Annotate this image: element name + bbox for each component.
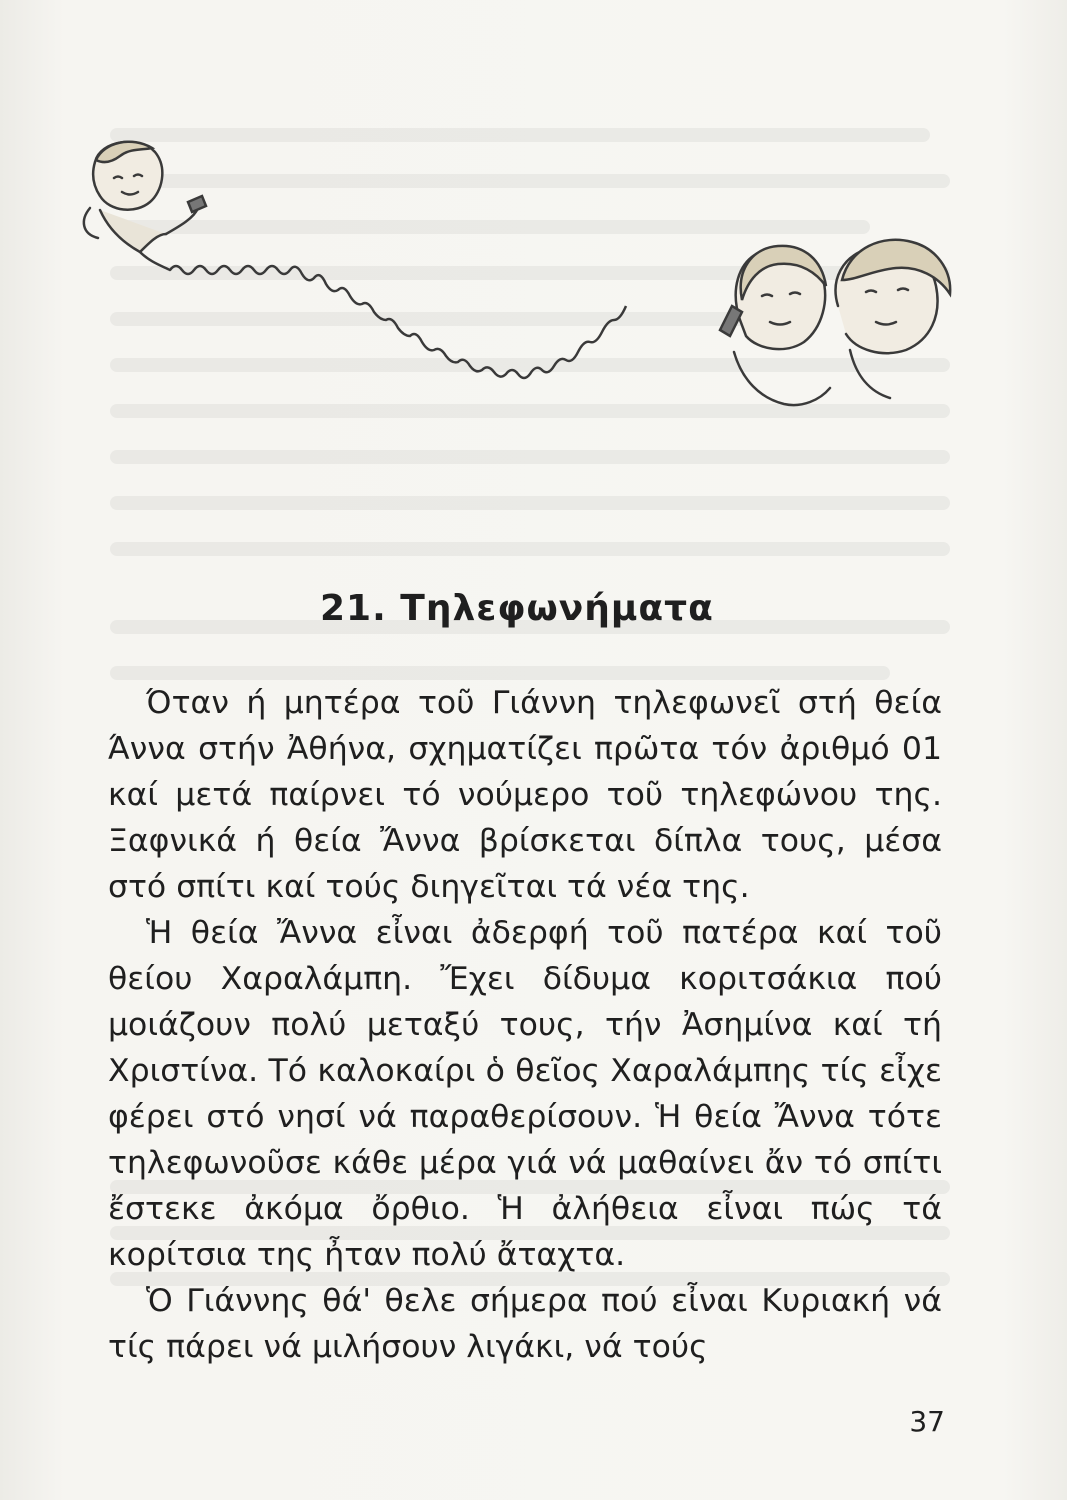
paragraph: Ὁ Γιάννης θά' θελε σήμερα πού εἶναι Κυριακή νά τίς πάρει νά μιλήσουν λιγάκι, νά τούς: [108, 1283, 942, 1365]
paragraph: Όταν ή μητέρα τοῦ Γιάννη τηλεφωνεῖ στή θεία Άννα στήν Ἀθήνα, σχηματίζει πρῶτα τόν ἀριθμό 01 καί μετά παίρνει τό νούμερο τοῦ τηλεφώνου της. Ξαφνικά ή θεία Ἄννα βρίσκεται δίπλα τους, μέσα στό σπίτι καί τούς διηγεῖται τά νέα της.: [108, 685, 942, 905]
telephone-children-illustration: [70, 130, 960, 450]
telephone-cord-icon: [170, 266, 626, 378]
boy-with-phone-icon: [84, 142, 206, 270]
twin-girls-icon: [720, 240, 950, 405]
paragraph: Ἡ θεία Ἄννα εἶναι ἀδερφή τοῦ πατέρα καί τοῦ θείου Χαραλάμπη. Ἔχει δίδυμα κοριτσάκια πού μοιάζουν πολύ μεταξύ τους, τήν Ἀσημίνα καί τή Χριστίνα. Τό καλοκαίρι ὁ θεῖος Χαραλάμπης τίς εἶχε φέρει στό νησί νά παραθερίσουν. Ἡ θεία Ἄννα τότε τηλεφωνοῦσε κάθε μέρα γιά νά μαθαίνει ἄν τό σπίτι ἔστεκε ἀκόμα ὄρθιο. Ἡ ἀλήθεια εἶναι πώς τά κορίτσια της ἦταν πολύ ἄταχτα.: [108, 915, 942, 1273]
page-number: 37: [909, 1405, 945, 1438]
chapter-title: 21. Τηλεφωνήματα: [320, 588, 714, 629]
body-text: [108, 680, 942, 1370]
